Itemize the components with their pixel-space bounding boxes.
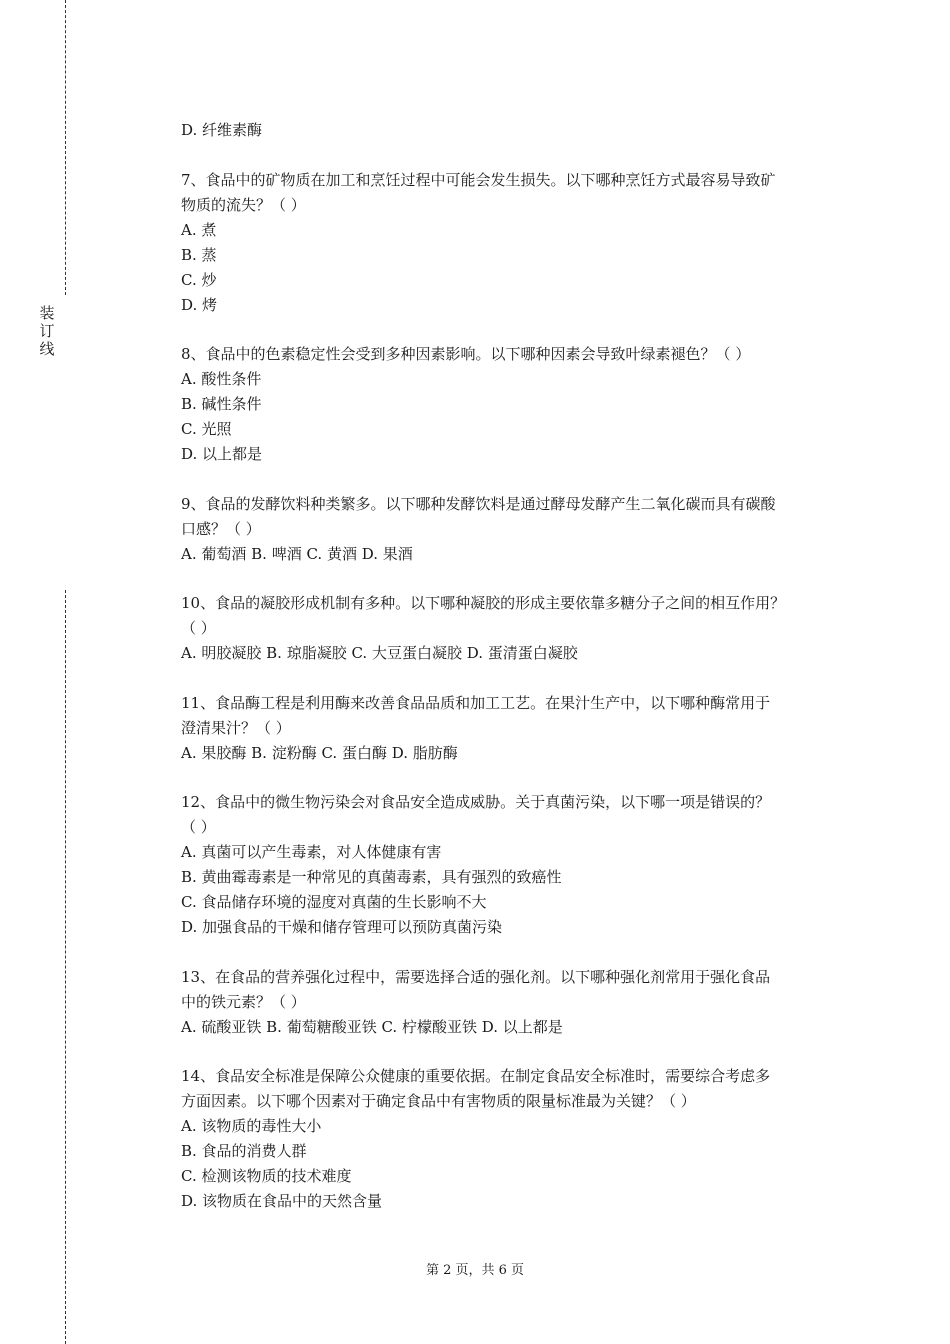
- answer-option: A. 该物质的毒性大小: [181, 1117, 322, 1135]
- question-stem-line: 9、食品的发酵饮料种类繁多。以下哪种发酵饮料是通过酵母发酵产生二氧化碳而具有碳酸: [181, 494, 776, 513]
- question-stem-line: 口感？（ ）: [181, 519, 261, 538]
- answer-option: A. 葡萄酒 B. 啤酒 C. 黄酒 D. 果酒: [181, 544, 413, 563]
- question-stem-line: （ ）: [181, 619, 216, 637]
- question-gap: [181, 766, 841, 791]
- question-14: [181, 1064, 841, 1214]
- binding-line-top: [65, 0, 66, 295]
- question-gap: [181, 1040, 841, 1065]
- answer-option: A. 硫酸亚铁 B. 葡萄糖酸亚铁 C. 柠檬酸亚铁 D. 以上都是: [181, 1017, 563, 1036]
- binding-line-bottom: [65, 590, 66, 1344]
- page-footer: 第 2 页，共 6 页: [425, 1263, 525, 1278]
- question-stem-line: 12、食品中的微生物污染会对食品安全造成威胁。关于真菌污染，以下哪一项是错误的？: [181, 793, 771, 811]
- question-gap: [181, 467, 841, 492]
- question-9: [181, 492, 841, 567]
- answer-option: A. 酸性条件: [181, 370, 262, 388]
- question-stem-line: 7、食品中的矿物质在加工和烹饪过程中可能会发生损失。以下哪种烹饪方式最容易导致矿: [181, 170, 776, 189]
- question-stem-line: 13、在食品的营养强化过程中，需要选择合适的强化剂。以下哪种强化剂常用于强化食品: [181, 967, 771, 986]
- question-stem-line: 中的铁元素？（ ）: [181, 992, 306, 1011]
- question-stem-line: 物质的流失？（ ）: [181, 195, 306, 214]
- answer-option: D. 烤: [181, 295, 218, 314]
- answer-option: A. 明胶凝胶 B. 琼脂凝胶 C. 大豆蛋白凝胶 D. 蛋清蛋白凝胶: [181, 644, 578, 662]
- question-gap: [181, 940, 841, 965]
- answer-option: D. 该物质在食品中的天然含量: [181, 1192, 383, 1210]
- answer-option: A. 煮: [181, 220, 217, 239]
- answer-option: A. 果胶酶 B. 淀粉酶 C. 蛋白酶 D. 脂肪酶: [181, 743, 458, 762]
- question-gap: [181, 318, 841, 343]
- question-10: [181, 591, 841, 666]
- answer-option: C. 炒: [181, 270, 217, 289]
- answer-option: C. 光照: [181, 420, 232, 438]
- question-11: [181, 691, 841, 766]
- answer-option: D. 加强食品的干燥和储存管理可以预防真菌污染: [181, 918, 503, 936]
- question-gap: [181, 666, 841, 691]
- question-12: [181, 790, 841, 940]
- question-13: [181, 965, 841, 1040]
- question-content: [181, 118, 841, 1214]
- answer-option: A. 真菌可以产生毒素，对人体健康有害: [181, 843, 442, 861]
- question-8: [181, 342, 841, 467]
- question-stem-line: 10、食品的凝胶形成机制有多种。以下哪种凝胶的形成主要依靠多糖分子之间的相互作用？: [181, 594, 786, 612]
- answer-option: C. 食品储存环境的湿度对真菌的生长影响不大: [181, 893, 487, 911]
- answer-option: C. 检测该物质的技术难度: [181, 1167, 352, 1185]
- question-stem-line: 11、食品酶工程是利用酶来改善食品品质和加工工艺。在果汁生产中，以下哪种酶常用于: [181, 693, 771, 712]
- question-gap: [181, 143, 841, 168]
- question-stem-line: 方面因素。以下哪个因素对于确定食品中有害物质的限量标准最为关键？（ ）: [181, 1092, 696, 1110]
- answer-option: D. 以上都是: [181, 445, 263, 463]
- question-stem-line: （ ）: [181, 818, 216, 836]
- question-stem-line: 澄清果汁？（ ）: [181, 718, 291, 737]
- answer-option: B. 黄曲霉毒素是一种常见的真菌毒素，具有强烈的致癌性: [181, 868, 562, 886]
- question-stem-line: 14、食品安全标准是保障公众健康的重要依据。在制定食品安全标准时，需要综合考虑多: [181, 1067, 771, 1085]
- q6-option-d: D. 纤维素酶: [181, 121, 263, 139]
- question-gap: [181, 567, 841, 592]
- question-7: [181, 168, 841, 318]
- question-stem-line: 8、食品中的色素稳定性会受到多种因素影响。以下哪种因素会导致叶绿素褪色？（ ）: [181, 345, 751, 363]
- binding-label: 装订线: [39, 304, 55, 358]
- answer-option: B. 食品的消费人群: [181, 1142, 307, 1160]
- answer-option: B. 蒸: [181, 245, 217, 264]
- answer-option: B. 碱性条件: [181, 395, 262, 413]
- question-list: [181, 143, 841, 1214]
